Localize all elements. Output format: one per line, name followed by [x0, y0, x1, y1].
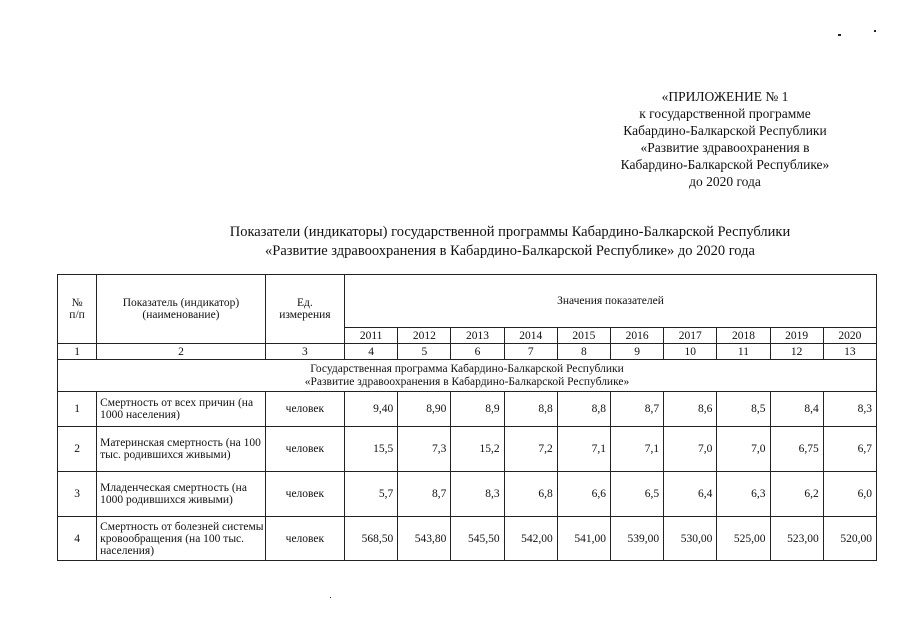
value-cell: 5,7 [345, 472, 398, 517]
year-cell: 2011 [345, 328, 398, 344]
year-cell: 2014 [504, 328, 557, 344]
table-row [58, 472, 877, 517]
value-cell: 8,9 [451, 392, 504, 427]
value-cell: 7,0 [717, 427, 770, 472]
value-cell: 7,3 [398, 427, 451, 472]
value-cell: 541,00 [557, 517, 610, 561]
value-cell: 9,40 [345, 392, 398, 427]
col-number-cell: 5 [398, 344, 451, 360]
year-cell: 2020 [823, 328, 876, 344]
year-cell: 2013 [451, 328, 504, 344]
header-unit: Ед. измерения [265, 275, 344, 344]
col-number-cell: 6 [451, 344, 504, 360]
col-number-cell: 9 [610, 344, 663, 360]
appendix-line: до 2020 года [689, 174, 761, 189]
value-cell: 542,00 [504, 517, 557, 561]
value-cell: 543,80 [398, 517, 451, 561]
scan-speck [330, 597, 331, 598]
value-cell: 539,00 [610, 517, 663, 561]
document-title [150, 223, 870, 261]
indicator-name: Смертность от болезней системы кровообращения (на 100 тыс. населения) [97, 517, 266, 561]
value-cell: 6,7 [823, 427, 876, 472]
value-cell: 8,90 [398, 392, 451, 427]
title-line-2: «Развитие здравоохранения в Кабардино-Балкарской Республике» до 2020 года [265, 243, 755, 259]
value-cell: 15,2 [451, 427, 504, 472]
scan-speck [874, 30, 876, 32]
row-number: 2 [58, 427, 97, 472]
unit-cell: человек [265, 472, 344, 517]
value-cell: 8,8 [557, 392, 610, 427]
value-cell: 6,75 [770, 427, 823, 472]
value-cell: 530,00 [664, 517, 717, 561]
value-cell: 545,50 [451, 517, 504, 561]
value-cell: 523,00 [770, 517, 823, 561]
title-line-1: Показатели (индикаторы) государственной программы Кабардино-Балкарской Республики [229, 224, 791, 240]
col-number-cell: 7 [504, 344, 557, 360]
value-cell: 6,6 [557, 472, 610, 517]
year-cell: 2017 [664, 328, 717, 344]
col-number-cell: 11 [717, 344, 770, 360]
col-number-cell: 8 [557, 344, 610, 360]
indicator-name: Материнская смертность (на 100 тыс. родившихся живыми) [97, 427, 266, 472]
value-cell: 15,5 [345, 427, 398, 472]
table-row [58, 517, 877, 561]
unit-cell: человек [265, 517, 344, 561]
value-cell: 568,50 [345, 517, 398, 561]
header-num: № п/п [58, 275, 97, 344]
value-cell: 8,7 [398, 472, 451, 517]
unit-cell: человек [265, 392, 344, 427]
scan-speck [838, 34, 841, 36]
section-title-line-1: Государственная программа Кабардино-Балкарской Республики [310, 362, 624, 375]
value-cell: 520,00 [823, 517, 876, 561]
value-cell: 8,5 [717, 392, 770, 427]
header-indicator: Показатель (индикатор) (наименование) [97, 275, 266, 344]
year-cell: 2018 [717, 328, 770, 344]
row-number: 3 [58, 472, 97, 517]
value-cell: 7,0 [664, 427, 717, 472]
value-cell: 6,3 [717, 472, 770, 517]
appendix-line: к государственной программе [639, 106, 811, 121]
appendix-line: «Развитие здравоохранения в [640, 140, 810, 155]
row-number: 4 [58, 517, 97, 561]
header-values: Значения показателей [345, 275, 877, 328]
col-number-cell: 3 [265, 344, 344, 360]
value-cell: 6,5 [610, 472, 663, 517]
value-cell: 6,8 [504, 472, 557, 517]
year-cell: 2015 [557, 328, 610, 344]
col-number-cell: 12 [770, 344, 823, 360]
col-number-cell: 1 [58, 344, 97, 360]
section-title [58, 360, 877, 392]
value-cell: 8,4 [770, 392, 823, 427]
indicator-name: Младенческая смертность (на 1000 родившихся живыми) [97, 472, 266, 517]
value-cell: 8,8 [504, 392, 557, 427]
value-cell: 525,00 [717, 517, 770, 561]
value-cell: 8,6 [664, 392, 717, 427]
appendix-line: «ПРИЛОЖЕНИЕ № 1 [661, 89, 789, 104]
col-number-cell: 10 [664, 344, 717, 360]
table-row [58, 427, 877, 472]
appendix-header [560, 88, 890, 190]
unit-cell: человек [265, 427, 344, 472]
appendix-line: Кабардино-Балкарской Республики [623, 123, 827, 138]
table-row [58, 392, 877, 427]
row-number: 1 [58, 392, 97, 427]
col-number-cell: 13 [823, 344, 876, 360]
col-number-cell: 2 [97, 344, 266, 360]
value-cell: 8,7 [610, 392, 663, 427]
value-cell: 8,3 [823, 392, 876, 427]
value-cell: 7,1 [610, 427, 663, 472]
indicator-name: Смертность от всех причин (на 1000 населения) [97, 392, 266, 427]
year-cell: 2016 [610, 328, 663, 344]
value-cell: 6,4 [664, 472, 717, 517]
value-cell: 7,2 [504, 427, 557, 472]
appendix-line: Кабардино-Балкарской Республике» [620, 157, 830, 172]
year-cell: 2019 [770, 328, 823, 344]
value-cell: 8,3 [451, 472, 504, 517]
col-number-cell: 4 [345, 344, 398, 360]
value-cell: 7,1 [557, 427, 610, 472]
value-cell: 6,2 [770, 472, 823, 517]
value-cell: 6,0 [823, 472, 876, 517]
indicators-table [57, 274, 877, 561]
section-title-line-2: «Развитие здравоохранения в Кабардино-Балкарской Республике» [304, 375, 630, 388]
year-cell: 2012 [398, 328, 451, 344]
